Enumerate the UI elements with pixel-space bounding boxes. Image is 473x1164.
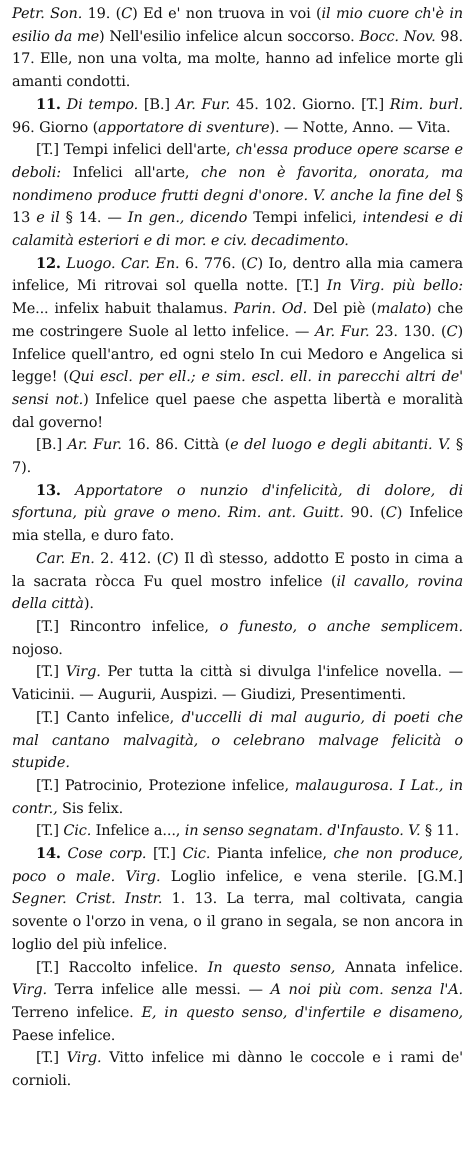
sense-14-food: [T.] Virg. Vitto infelice mi dànno le coccole e i rami de' cornioli.	[12, 1050, 463, 1090]
sense-13-song: [T.] Canto infelice, d'uccelli di mal augurio, di poeti che mal cantano malvagità, o celebrano malvage felicità o stupide.	[12, 709, 463, 772]
sense-12-city: [B.] Ar. Fur. 16. 86. Città (e del luogo e degli abitanti. V. § 7).	[12, 437, 463, 477]
sense-14-harvest: [T.] Raccolto infelice. In questo senso, Annata infelice. Virg. Terra infelice alle messi. — A noi più com. senza l'A. Terreno infelice. E, in questo senso, d'infertile e disameno, Paese infelice.	[12, 959, 463, 1044]
sense-11-time: 11. Di tempo. [B.] Ar. Fur. 45. 102. Giorno. [T.] Rim. burl. 96. Giorno (apportatore di sventure). — Notte, Anno. — Vita.	[12, 95, 463, 136]
sense-13-bearer: 13. Apportatore o nunzio d'infelicità, di dolore, di sfortuna, più grave o meno. Rim. ant. Guitt. 90. (C) Infelice mia stella, e duro fato.	[12, 481, 464, 545]
sense-14-bodily-things: 14. Cose corp. [T.] Cic. Pianta infelice, che non produce, poco o male. Virg. Loglio infelice, e vena sterile. [G.M.] Segner. Crist. Instr. 1. 13. La terra, mal coltivata, cangia sovente o l'orzo in vena, o il grano in segala, se non ancora in loglio del più infelice.	[12, 845, 463, 953]
sense-13-encounter: [T.] Rincontro infelice, o funesto, o anche semplicem. nojoso.	[12, 618, 463, 658]
entry-continuation: Petr. Son. 19. (C) Ed e' non truova in voi (il mio cuore ch'è in esilio da me) Nell'esilio infelice alcun soccorso. Bocc. Nov. 98. 17. Elle, non una volta, ma molte, hanno ad infelice morte gli amanti condotti.	[12, 6, 463, 91]
sense-12-place: 12. Luogo. Car. En. 6. 776. (C) Io, dentro alla mia camera infelice, Mi ritrovai sol quella notte. [T.] In Virg. più bello: Me... infelix habuit thalamus. Parin. Od. Del piè (malato) che me costringere Suole al letto infelice. — Ar. Fur. 23. 130. (C) Infelice quell'antro, ed ogni stelo In cui Medoro e Angelica si legge! (Qui escl. per ell.; e sim. escl. ell. in parecchi altri de' sensi not.) Infelice quel paese che aspetta libertà e moralità dal governo!	[12, 254, 464, 431]
sense-13-patronage: [T.] Patrocinio, Protezione infelice, malaugurosa. I Lat., in contr., Sis felix.	[12, 777, 463, 817]
sense-11-bad-times: [T.] Tempi infelici dell'arte, ch'essa produce opere scarse e deboli: Infelici all'arte, che non è favorita, onorata, ma nondimeno produce frutti degni d'onore. V. anche la fine del § 13 e il § 14. — In gen., dicendo Tempi infelici, intendesi e di calamità esteriori e di mor. e civ. decadimento.	[12, 142, 464, 250]
sense-13-ominous: [T.] Cic. Infelice a..., in senso segnatam. d'Infausto. V. § 11.	[36, 823, 460, 840]
sense-13-news: [T.] Virg. Per tutta la città si divulga l'infelice novella. — Vaticinii. — Augurii, Auspizi. — Giudizi, Presentimenti.	[12, 664, 464, 704]
sense-13-car-en: Car. En. 2. 412. (C) Il dì stesso, addotto E posto in cima a la sacrata ròcca Fu quel mostro infelice (il cavallo, rovina della città).	[12, 550, 463, 613]
